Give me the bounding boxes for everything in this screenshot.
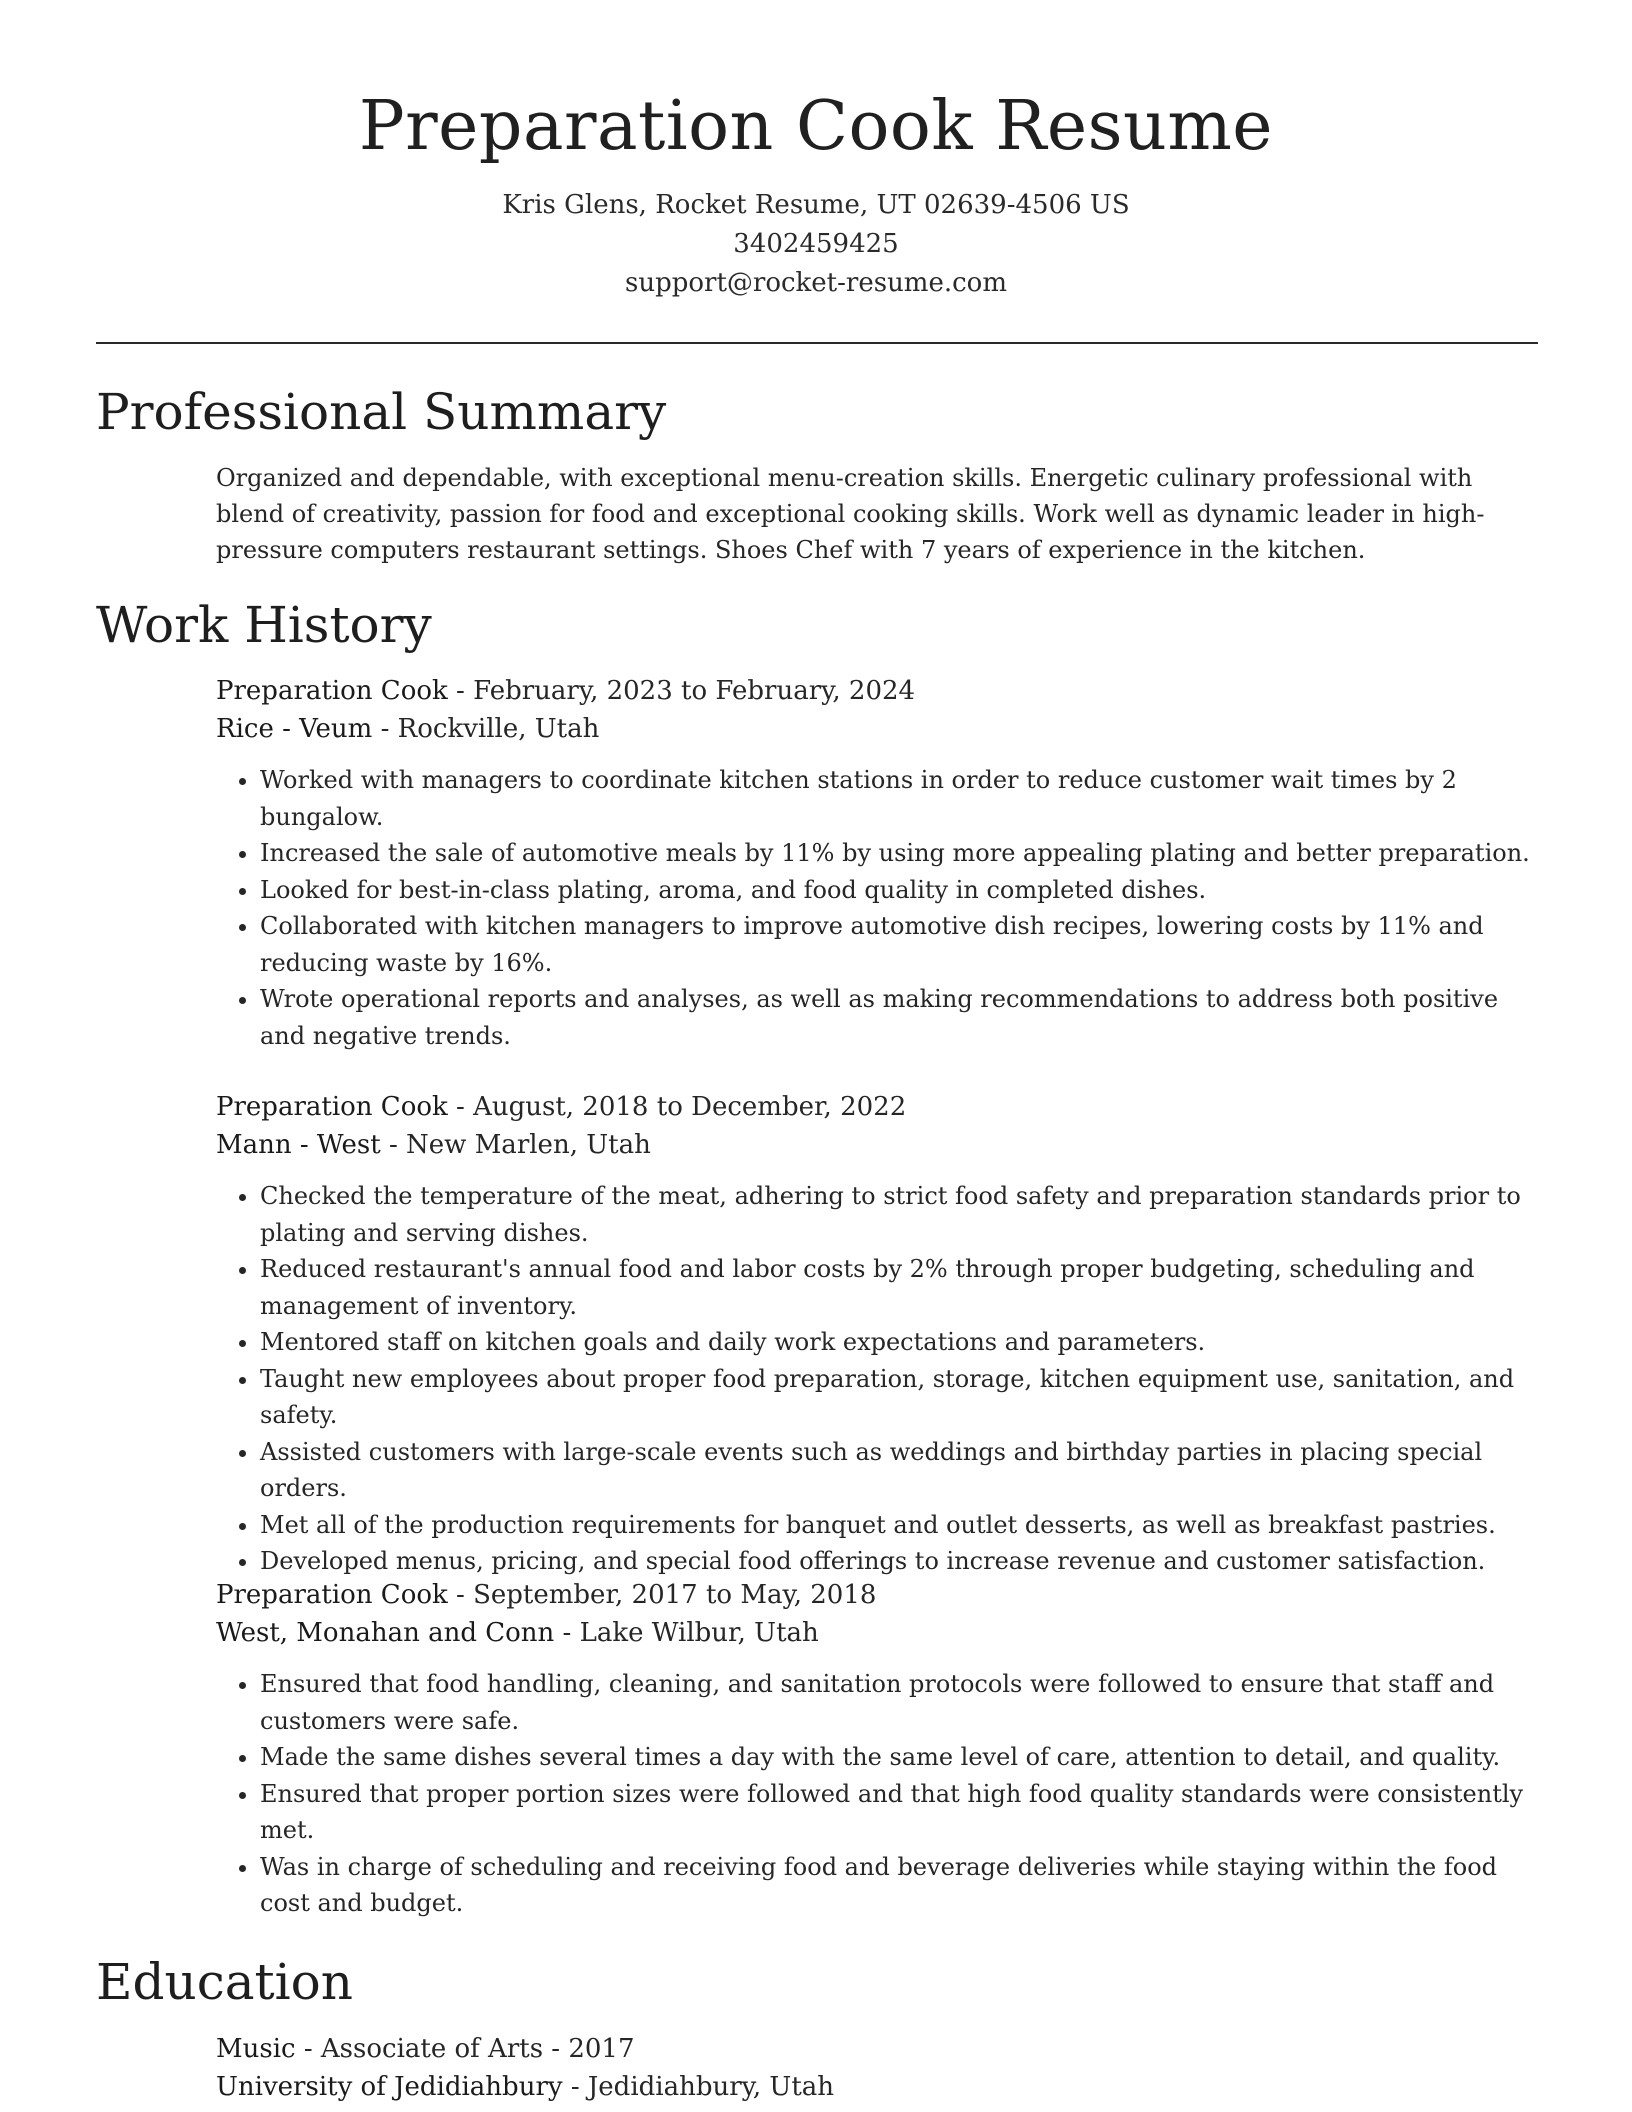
job-bullet: • Developed menus, pricing, and special food offerings to increase revenue and customer satisfaction. [260,1543,1538,1580]
job-title: Preparation Cook [216,1092,448,1122]
job-bullet: • Collaborated with kitchen managers to improve automotive dish recipes, lowering costs by 11% and reducing waste by 16%. [260,908,1538,981]
job-bullet: • Was in charge of scheduling and receiving food and beverage deliveries while staying within the food cost and budget. [260,1849,1538,1922]
contact-address: Kris Glens, Rocket Resume, UT 02639-4506 US [502,190,1130,220]
job-entry [216,1088,1538,1580]
job-bullet: • Wrote operational reports and analyses, as well as making recommendations to address both positive and negative trends. [260,981,1538,1054]
job-title-line [216,1088,1538,1126]
job-title-line [216,1576,1538,1614]
job-bullet: • Looked for best-in-class plating, aroma, and food quality in completed dishes. [260,872,1538,909]
job-bullet: • Increased the sale of automotive meals by 11% by using more appealing plating and better preparation. [260,835,1538,872]
summary-block [216,460,1538,568]
education-location: - Jedidiahbury, Utah [562,2072,835,2102]
job-bullet: • Reduced restaurant's annual food and labor costs by 2% through proper budgeting, scheduling and management of inventory. [260,1251,1538,1324]
education-school: University of Jedidiahbury [216,2072,563,2102]
job-location: - Rockville, Utah [372,714,600,744]
resume-header [0,82,1632,303]
job-entry [216,672,1538,1054]
summary-heading: Professional Summary [96,383,667,441]
job-location: - New Marlen, Utah [380,1130,651,1160]
job-dates: - August, 2018 to December, 2022 [447,1092,907,1122]
job-entry [216,1576,1538,1922]
job-bullet: • Taught new employees about proper food preparation, storage, kitchen equipment use, sanitation, and safety. [260,1361,1538,1434]
job-bullet: • Assisted customers with large-scale events such as weddings and birthday parties in placing special orders. [260,1434,1538,1507]
header-divider [96,342,1538,344]
education-degree-line [216,2030,1538,2068]
education-field: Music [216,2034,296,2064]
job-bullets [216,1666,1538,1922]
contact-phone: 3402459425 [733,229,899,259]
job-company-line [216,1126,1538,1164]
job-title-line [216,672,1538,710]
resume-title: Preparation Cook Resume [358,87,1274,166]
job-bullets [216,1178,1538,1580]
job-company-line [216,710,1538,748]
job-bullet: • Met all of the production requirements for banquet and outlet desserts, as well as breakfast pastries. [260,1507,1538,1544]
job-company: West, Monahan and Conn [216,1618,555,1648]
job-title: Preparation Cook [216,1580,448,1610]
contact-block [0,186,1632,303]
job-company-line [216,1614,1538,1652]
job-dates: - September, 2017 to May, 2018 [447,1580,877,1610]
job-bullet: • Made the same dishes several times a day with the same level of care, attention to detail, and quality. [260,1739,1538,1776]
job-bullet: • Ensured that food handling, cleaning, and sanitation protocols were followed to ensure that staff and customers were safe. [260,1666,1538,1739]
education-school-line [216,2068,1538,2106]
work-history-heading: Work History [96,596,432,654]
education-entry [216,2030,1538,2106]
job-title: Preparation Cook [216,676,448,706]
job-location: - Lake Wilbur, Utah [554,1618,819,1648]
job-bullet: • Ensured that proper portion sizes were followed and that high food quality standards were consistently met. [260,1776,1538,1849]
job-bullet: • Checked the temperature of the meat, adhering to strict food safety and preparation standards prior to plating and serving dishes. [260,1178,1538,1251]
job-company: Mann - West [216,1130,381,1160]
summary-text: Organized and dependable, with exceptional menu-creation skills. Energetic culinary professional with blend of creativity, passion for food and exceptional cooking skills. Work well as dynamic leader in high-pressure computers restaurant settings. Shoes Chef with 7 years of experience in the kitchen. [216,464,1485,564]
job-company: Rice - Veum [216,714,373,744]
education-heading: Education [96,1953,353,2011]
job-dates: - February, 2023 to February, 2024 [447,676,916,706]
job-bullet: • Worked with managers to coordinate kitchen stations in order to reduce customer wait times by 2 bungalow. [260,762,1538,835]
education-degree: - Associate of Arts - 2017 [295,2034,635,2064]
job-bullet: • Mentored staff on kitchen goals and daily work expectations and parameters. [260,1324,1538,1361]
contact-email: support@rocket-resume.com [624,268,1007,298]
job-bullets [216,762,1538,1054]
